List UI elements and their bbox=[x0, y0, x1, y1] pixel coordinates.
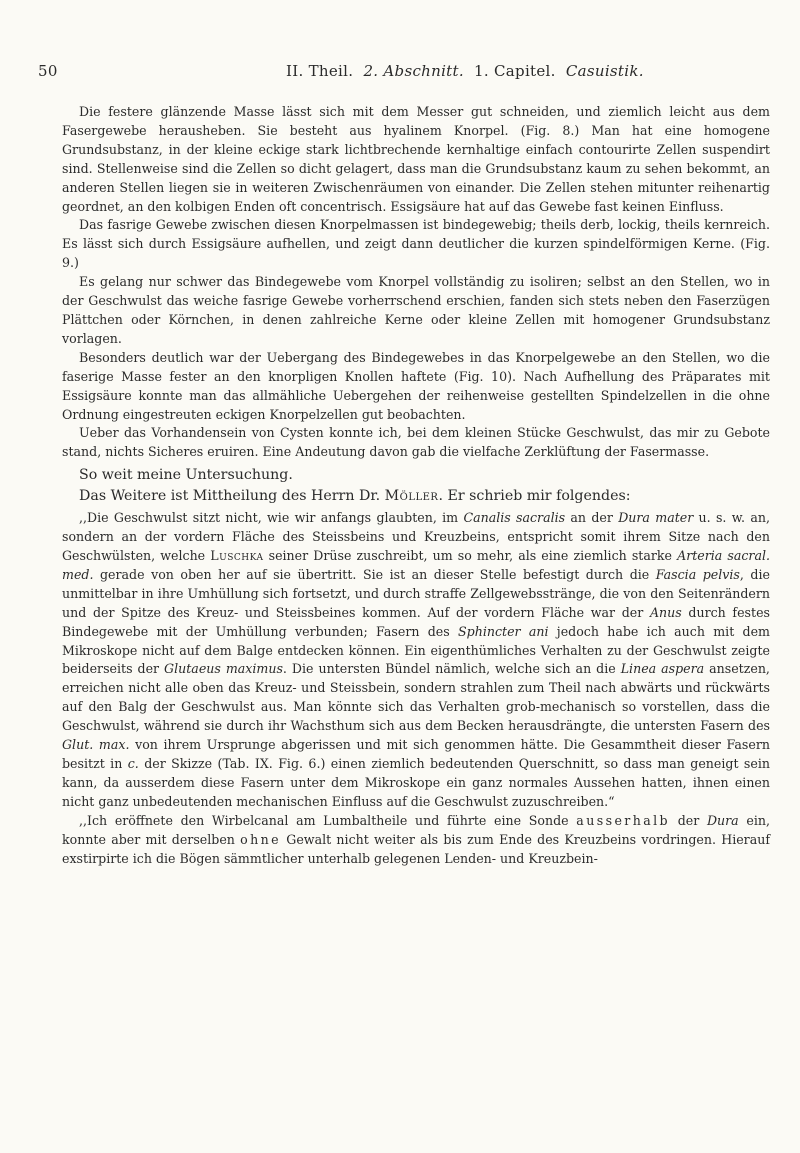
paragraph-transition: Besonders deutlich war der Uebergang des Bindegewebes in das Knorpelgewebe an den Stellen, wo die faserige Masse fester an den knorpligen Knollen haftete (Fig. 10). Nach Aufhellung des Präparates mit Essigsäure konnte man das allmähliche Uebergehen der reihenweise gestellten Spindelzellen in die ohne Ordnung eingestreuten eckigen Knorpelzellen gut beobachten. bbox=[62, 349, 770, 422]
term-glut-max: Glut. max. bbox=[62, 737, 130, 753]
paragraph-cartilage: Die festere glänzende Masse lässt sich mit dem Messer gut schneiden, und ziemlich leicht aus dem Fasergewebe herausheben. Sie besteht aus hyalinem Knorpel. (Fig. 8.) Man hat eine homogene Grundsubstanz, in der kleine eckige stark lichtbrechende kernhaltige einfach contourirte Zellen suspendirt sind. Stellenweise sind die Zellen so dicht gelagert, dass man die Grundsubstanz kaum zu sehen bekommt, an anderen Stellen liegen sie in weiteren Zwischenräumen von einander. Die Zellen stehen mitunter reihenartig geordnet, an den kolbigen Enden oft concentrisch. Essigsäure hat auf das Gewebe fast keinen Einfluss. bbox=[62, 104, 770, 214]
header-topic: Casuistik. bbox=[565, 62, 644, 80]
quote1-text-b: an der bbox=[570, 510, 613, 526]
quote1-text-d: seiner Drüse zuschreibt, um so mehr, als eine ziemlich starke bbox=[268, 548, 672, 564]
quote1-text-k: ansetzen, erreichen nicht alle oben das Kreuz- und Steissbein, sondern strahlen zum Theil nach abwärts und rückwärts auf den Balg der Geschwulst aus. Man könnte sich das Verhalten grob-mechanisch so vorstellen, dass die Geschwulst, während sie durch ihr Wachsthum sich aus dem Becken herausdrängte, die untersten Fasern des bbox=[62, 661, 770, 734]
paragraph-quote-1 bbox=[62, 509, 770, 812]
term-dura-mater: Dura mater bbox=[618, 510, 694, 526]
paragraph-conclusion: So weit meine Untersuchung. bbox=[79, 467, 293, 484]
running-header bbox=[38, 62, 768, 86]
quote1-text-c: u. s. w. an, sondern an der vordern Fläche des Steissbeins und Kreuzbeins, entspricht somit ihrem Sitze nach den Geschwülsten, welche bbox=[62, 510, 770, 564]
quote1-text-m: der Skizze (Tab. IX. Fig. 6.) einen ziemlich bedeutenden Querschnitt, so dass man geneigt sein kann, da ausserdem diese Fasern unter dem Mikroskope ein ganz normales Aussehen hatten, ihnen einen nicht ganz unbedeutenden mechanischen Einfluss auf die Geschwulst zuzuschreiben.“ bbox=[62, 756, 770, 809]
term-canalis-sacralis: Canalis sacralis bbox=[463, 510, 566, 526]
quote1-text-a: ,,Die Geschwulst sitzt nicht, wie wir anfangs glaubten, im bbox=[79, 510, 459, 526]
quote2-text-d: Gewalt nicht weiter als bis zum Ende des Kreuzbeins vordringen. Hierauf exstirpirte ich die Bögen sämmtlicher unterhalb gelegenen Lenden- und Kreuzbein- bbox=[62, 831, 770, 866]
header-section: 2. Abschnitt. bbox=[363, 62, 464, 80]
quote1-text-h: jedoch habe ich auch mit dem Mikroskope nicht auf dem Balge entdecken können. Ein eigenthümliches Verhalten zu der Geschwulst zeigte beiderseits der bbox=[62, 623, 770, 677]
quote2-text-b: der bbox=[677, 812, 700, 828]
term-sphincter-ani: Sphincter ani bbox=[458, 623, 549, 639]
page-body bbox=[62, 103, 770, 868]
quote1-text-j: . Die untersten Bündel nämlich, welche sich an die bbox=[282, 661, 616, 677]
quote2-text-a: ,,Ich eröffnete den Wirbelcanal am Lumbaltheile und führte eine Sonde bbox=[79, 812, 569, 828]
running-title bbox=[286, 62, 644, 80]
quote2-text-c: ein, konnte aber mit derselben bbox=[62, 812, 770, 847]
paragraph-fibrous-tissue: Das fasrige Gewebe zwischen diesen Knorpelmassen ist bindegewebig; theils derb, lockig, theils kernreich. Es lässt sich durch Essigsäure aufhellen, und zeigt dann deutlicher die kurzen spindelförmigen Kerne. (Fig. 9.) bbox=[62, 217, 770, 271]
header-chapter: 1. Capitel. bbox=[474, 62, 556, 80]
paragraph-isolation: Es gelang nur schwer das Bindegewebe vom Knorpel vollständig zu isoliren; selbst an den Stellen, wo in der Geschwulst das weiche fasrige Gewebe vorherrschend erschien, fanden sich stets neben den Faserzügen Plättchen oder Körnchen, in denen zahlreiche Kerne oder kleine Zellen mit homogener Grundsubstanz vorlagen. bbox=[62, 274, 770, 346]
paragraph-cysts: Ueber das Vorhandensein von Cysten konnte ich, bei dem kleinen Stücke Geschwulst, das mir zu Gebote stand, nichts Sicheres eruiren. Eine Andeutung davon gab die vielfache Zerklüftung der Fasermasse. bbox=[62, 425, 770, 460]
paragraph-communication bbox=[62, 486, 770, 507]
quote1-text-f: , die unmittelbar in ihre Umhüllung sich fortsetzt, und durch straffe Zellgewebsstränge, die von den Seitenrändern und der Spitze des Kreuz- und Steissbeines kommen. Auf der vordern Fläche war der bbox=[62, 566, 770, 620]
term-anus: Anus bbox=[649, 604, 682, 620]
term-glutaeus-maximus: Glutaeus maximus bbox=[164, 661, 283, 677]
term-arteria-sacral: Arteria sacral. med. bbox=[62, 548, 770, 582]
author-name-luschka: Luschka bbox=[210, 548, 264, 564]
term-fascia-pelvis: Fascia pelvis bbox=[655, 566, 740, 582]
term-c: c. bbox=[127, 756, 139, 771]
communication-text-a: Das Weitere ist Mittheilung des Herrn Dr. bbox=[79, 488, 381, 505]
term-dura: Dura bbox=[706, 812, 739, 828]
communication-text-b: . Er schrieb mir folgendes: bbox=[438, 488, 631, 505]
quote1-text-e: gerade von oben her auf sie übertritt. Sie ist an dieser Stelle befestigt durch die bbox=[100, 566, 650, 582]
header-part: II. Theil. bbox=[286, 62, 354, 80]
spaced-ausserhalb: ausserhalb bbox=[576, 812, 671, 828]
quote1-text-g: durch festes Bindegewebe mit der Umhüllung verbunden; Fasern des bbox=[62, 604, 770, 639]
paragraph-quote-2 bbox=[62, 812, 770, 869]
spaced-ohne: ohne bbox=[240, 831, 282, 847]
quote1-text-l: von ihrem Ursprunge abgerissen und mit sich genommen hätte. Die Gesammtheit dieser Fasern besitzt in bbox=[62, 737, 770, 771]
page-number: 50 bbox=[38, 62, 58, 80]
author-name-moeller: Möller bbox=[384, 488, 439, 505]
term-linea-aspera: Linea aspera bbox=[620, 661, 705, 677]
